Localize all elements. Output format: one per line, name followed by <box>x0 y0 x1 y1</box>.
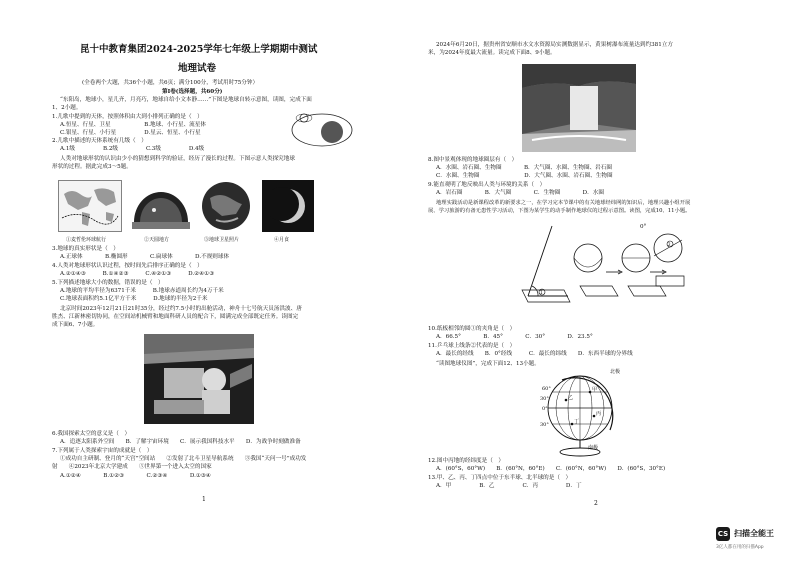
caption-1: ①麦哲伦环球航行 <box>66 237 107 243</box>
intro-q3-5-line1: 人类对地球形状的认识由少小的猜想到科学的验证，经历了漫长的过程。下图示意人类探究地球 <box>60 156 295 162</box>
scanner-slogan: 3亿人都在用的扫描App <box>716 545 764 550</box>
question-11: 11.乒乓球上线条②代表的是（ ） <box>428 343 516 349</box>
caption-2: ②天圆地方 <box>144 237 170 243</box>
question-8-options-ab: A．水圈、岩石圈、生物圈 B．大气圈、水圈、生物圈、岩石圈 <box>436 165 612 171</box>
intro-q10-11-line2: 展、学习旅游的有备无患性学习活动，下图为某学生的动手制作地球仪的过程示意图。读图，完成10、11小题。 <box>428 208 691 214</box>
question-5: 5.下列描述地球大小的数据，错误的是（ ） <box>52 280 164 286</box>
question-1-options-cd: C.银星、行星、小行星 D.星云、恒星、小行星 <box>60 130 201 136</box>
question-5-options-cd: C.地球表面积约5.1亿平方千米 D.地球的半径为2千米 <box>60 296 208 302</box>
intro-q12-13: “读图地球仪图”，完成下面12、13小题。 <box>436 361 540 367</box>
question-5-options-ab: A.地球的平均半径为6371千米 B.地球赤道周长约为4万千米 <box>60 288 224 294</box>
right-page <box>428 30 758 535</box>
question-4: 4.人类对地球形状认识过程，按时间先后排序正确的是（ ） <box>52 263 203 269</box>
intro-q1-2: “东阳岛，地球小，星儿齐，月亮巧，地球自给小文本静……”下图是地球自转示意图，读图，完成下面 <box>60 97 312 103</box>
question-7-options: A.①②④ B.①②③ C.②③④ D.①③④ <box>60 473 211 479</box>
intro-q1-2-tail: 1、2小题。 <box>52 105 82 111</box>
svg-text:1: 1 <box>540 290 543 295</box>
globe-point-yi: 乙 <box>568 395 574 401</box>
question-8-options-cd: C．水圈、生物圈 D．大气圈、水圈、岩石圈、生物圈 <box>436 173 613 179</box>
round-sky-square-earth-image <box>130 180 192 232</box>
svg-text:2: 2 <box>668 242 671 247</box>
globe-point-ding: 丁 <box>574 419 580 425</box>
question-6-options: A．追逐太阳系外空间 B．了解宇宙环境 C．展示我国科技水平 D．为战争时刻做准备 <box>60 439 301 445</box>
scanner-logo: CS <box>716 527 730 541</box>
section-heading: 第Ⅰ卷(选择题，共60分) <box>162 89 223 95</box>
exam-title: 昆十中教育集团2024-2025学年七年级上学期期中测试 <box>80 44 318 55</box>
question-10-options: A．66.5° B．45° C．30° D．23.5° <box>436 334 593 340</box>
globe-point-jia: 甲 <box>592 387 598 393</box>
intro-q3-5-line2: 形状的过程。据此完成3～5题。 <box>52 164 132 170</box>
world-map-navigation-image <box>58 180 122 232</box>
earth-satellite-photo <box>200 180 252 232</box>
question-7-statements-line1: ①成功自主研制、登月的“天宫”空间站 ②发射了北斗卫星导航系统 ③我国“天问一号”成功发 <box>60 456 307 462</box>
globe-lat-30n: 30° <box>540 396 549 402</box>
globe-south-pole-label: 南极 <box>588 445 599 451</box>
question-12-options: A．(60°S，60°W) B．(60°N，60°E) C．(60°N，60°W) D．(60°S，30°E) <box>436 466 666 472</box>
globe-north-pole-label: 北极 <box>610 369 621 375</box>
question-10: 10.纸板相邻的圆①的夹角是（ ） <box>428 326 516 332</box>
globe-point-bing: 丙 <box>596 411 602 417</box>
zero-degree-label: 0° <box>640 224 647 230</box>
page-number-left: 1 <box>202 496 206 503</box>
intro-q6-7-line1: 北京时间2023年12月21日21时35分，经过约7.5小时的出舱活动，神舟十七号航天员汤洪波、唐 <box>60 306 302 312</box>
question-13-options: A．甲 B．乙 C．丙 D．丁 <box>436 483 582 489</box>
spacewalk-photo <box>144 334 254 424</box>
question-9-options: A．岩石圈 B．大气圈 C．生物圈 D．水圈 <box>436 190 604 196</box>
intro-q10-11-line1: 地理实践活动是新课程改革的新要求之一，在学习完本节课中的有关地球经纬网的知识后，地理兴趣小组开展 <box>436 200 691 206</box>
question-7: 7.下列属于人类探索宇宙的成就是（ ） <box>52 448 153 454</box>
question-3: 3.地球的真实形状是（ ） <box>52 246 119 252</box>
intro-q8-9-line1: 2024年6月20日，据贵州省安顺市水文水资源局实测数据显示，黄果树瀑布流量达到约381立方 <box>436 42 673 48</box>
caption-3: ③地球卫星照片 <box>204 237 240 243</box>
exam-subtitle: 地理试卷 <box>178 63 217 74</box>
question-13: 13.甲、乙、丙、丁四点中位于东半球、北半球的是（ ） <box>428 475 572 481</box>
question-9: 9.能直观明了地反映出人类与环境的关系（ ） <box>428 182 546 188</box>
question-2-options: A.1级 B.2级 C.3级 D.4级 <box>60 146 205 152</box>
question-1: 1.儿歌中提到的天体，按照体积由大到小排列正确的是（ ） <box>52 114 203 120</box>
question-12: 12.图中丙地的经纬度是（ ） <box>428 458 505 464</box>
intro-q6-7-line2: 胜杰、江新林密切协同，在空间站机械臂和地面科研人员的配合下，圆满完成全部既定任务。读图完 <box>52 314 299 320</box>
page-number-right: 2 <box>594 500 598 507</box>
globe-diagram <box>532 366 628 458</box>
question-8: 8.图中景观体现的地球圈层有（ ） <box>428 157 518 163</box>
exam-info: (全卷两个大题，共36个小题，共6页；满分100分，考试用时75分钟） <box>82 80 259 86</box>
question-11-options: A．最长的经线 B．0°经线 C．最长的纬线 D．东西半球的分界线 <box>436 351 633 357</box>
question-6: 6.我国探索太空的意义是（ ） <box>52 431 131 437</box>
question-2: 2.儿歌中描述的天体系统有几级（ ） <box>52 138 147 144</box>
question-4-options: A.②①④③ B.①④②③ C.④②①③ D.②④①③ <box>60 271 215 277</box>
lunar-eclipse-image <box>262 180 314 232</box>
question-3-options: A.正球体 B.椭圆形 C.扁球体 D.不规则球体 <box>60 254 230 260</box>
question-7-statements-line2: 射 ④2023年北京大学建成 ⑤世界第一个进入太空的国家 <box>52 464 212 470</box>
globe-making-process-diagram <box>508 216 686 308</box>
intro-q6-7-line3: 成下面6、7小题。 <box>52 322 99 328</box>
caption-4: ④月食 <box>274 237 290 243</box>
globe-lat-0: 0° <box>542 406 548 412</box>
intro-q8-9-line2: 米，为2024年度最大流量。读完成下面8、9小题。 <box>428 50 556 56</box>
left-page <box>52 30 372 535</box>
scanner-app-name: 扫描全能王 <box>734 529 774 538</box>
earth-moon-sun-orbit-diagram <box>288 106 356 154</box>
waterfall-photo <box>522 64 636 152</box>
globe-lat-60: 60° <box>542 386 551 392</box>
globe-lat-30s: 30° <box>540 422 549 428</box>
question-1-options-ab: A.恒星、行星、卫星 B.地球、小行星、流星体 <box>60 122 206 128</box>
